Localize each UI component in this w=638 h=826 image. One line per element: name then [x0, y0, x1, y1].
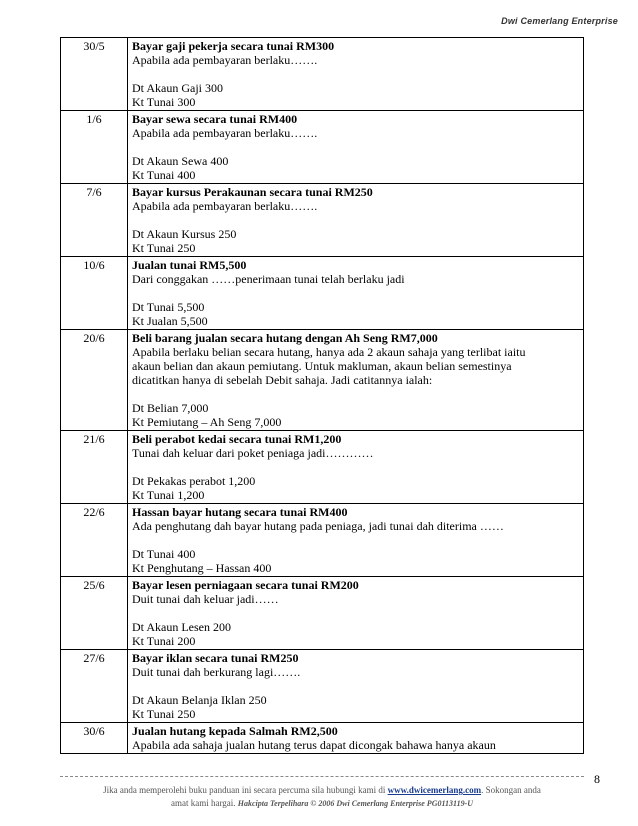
- transaction-title: Bayar kursus Perakaunan secara tunai RM250: [132, 185, 373, 199]
- debit-entry: Dt Akaun Sewa 400: [132, 154, 229, 168]
- journal-row: [61, 184, 584, 257]
- entry-description: [128, 723, 584, 754]
- page-number: 8: [594, 772, 600, 786]
- explanation-text: Duit tunai dah keluar jadi……: [132, 592, 279, 606]
- entry-date: 21/6: [61, 431, 128, 504]
- explanation-text: Dari conggakan ……penerimaan tunai telah berlaku jadi: [132, 272, 405, 286]
- credit-entry: Kt Tunai 400: [132, 168, 196, 182]
- entry-description: [128, 38, 584, 111]
- debit-entry: Dt Pekakas perabot 1,200: [132, 474, 256, 488]
- entry-description: [128, 504, 584, 577]
- debit-entry: Dt Akaun Gaji 300: [132, 81, 223, 95]
- explanation-text: Apabila ada pembayaran berlaku…….: [132, 126, 318, 140]
- footer-line1: Jika anda memperolehi buku panduan ini secara percuma sila hubungi kami di: [103, 785, 386, 795]
- debit-entry: Dt Tunai 400: [132, 547, 196, 561]
- entry-description: [128, 111, 584, 184]
- explanation-text: akaun belian dan akaun pemiutang. Untuk makluman, akaun belian semestinya: [132, 359, 512, 373]
- transaction-title: Bayar sewa secara tunai RM400: [132, 112, 298, 126]
- explanation-text: Apabila ada pembayaran berlaku…….: [132, 199, 318, 213]
- footer: [60, 784, 584, 810]
- journal-row: [61, 723, 584, 754]
- entry-date: 27/6: [61, 650, 128, 723]
- copyright-credit: Hakcipta Terpelihara © 2006 Dwi Cemerlang Enterprise PG0113119-U: [237, 799, 474, 808]
- explanation-text: Ada penghutang dah bayar hutang pada peniaga, jadi tunai dah diterima ……: [132, 519, 504, 533]
- journal-row: [61, 431, 584, 504]
- entry-description: [128, 650, 584, 723]
- entry-description: [128, 184, 584, 257]
- explanation-text: Tunai dah keluar dari poket peniaga jadi…………: [132, 446, 374, 460]
- footer-line1-tail: . Sokongan anda: [481, 785, 541, 795]
- credit-entry: Kt Jualan 5,500: [132, 314, 208, 328]
- entry-description: [128, 330, 584, 431]
- footer-line2: amat kami hargai.: [170, 798, 236, 808]
- header-brand: Dwi Cemerlang Enterprise: [501, 16, 618, 26]
- debit-entry: Dt Tunai 5,500: [132, 300, 205, 314]
- debit-entry: Dt Belian 7,000: [132, 401, 209, 415]
- journal-row: [61, 650, 584, 723]
- explanation-text: Apabila berlaku belian secara hutang, hanya ada 2 akaun sahaja yang terlibat iaitu: [132, 345, 526, 359]
- debit-entry: Dt Akaun Belanja Iklan 250: [132, 693, 267, 707]
- transaction-title: Beli barang jualan secara hutang dengan Ah Seng RM7,000: [132, 331, 438, 345]
- entry-date: 1/6: [61, 111, 128, 184]
- entry-description: [128, 257, 584, 330]
- website-link[interactable]: www.dwicemerlang.com: [387, 785, 482, 795]
- journal-row: [61, 577, 584, 650]
- debit-entry: Dt Akaun Kursus 250: [132, 227, 237, 241]
- transaction-title: Bayar lesen perniagaan secara tunai RM200: [132, 578, 359, 592]
- explanation-text: Apabila ada pembayaran berlaku…….: [132, 53, 318, 67]
- transaction-title: Jualan tunai RM5,500: [132, 258, 247, 272]
- credit-entry: Kt Tunai 200: [132, 634, 196, 648]
- credit-entry: Kt Tunai 250: [132, 241, 196, 255]
- debit-entry: Dt Akaun Lesen 200: [132, 620, 231, 634]
- explanation-text: Apabila ada sahaja jualan hutang terus dapat dicongak bahawa hanya akaun: [132, 738, 496, 752]
- entry-date: 30/5: [61, 38, 128, 111]
- explanation-text: Duit tunai dah berkurang lagi…….: [132, 665, 301, 679]
- journal-row: [61, 330, 584, 431]
- credit-entry: Kt Penghutang – Hassan 400: [132, 561, 272, 575]
- credit-entry: Kt Pemiutang – Ah Seng 7,000: [132, 415, 282, 429]
- entry-date: 7/6: [61, 184, 128, 257]
- entry-description: [128, 577, 584, 650]
- footer-divider: [60, 776, 584, 777]
- journal-row: [61, 257, 584, 330]
- explanation-text: dicatitkan hanya di sebelah Debit sahaja. Jadi catitannya ialah:: [132, 373, 433, 387]
- journal-table: [60, 37, 584, 754]
- transaction-title: Bayar iklan secara tunai RM250: [132, 651, 299, 665]
- entry-date: 20/6: [61, 330, 128, 431]
- entry-date: 30/6: [61, 723, 128, 754]
- transaction-title: Beli perabot kedai secara tunai RM1,200: [132, 432, 342, 446]
- credit-entry: Kt Tunai 250: [132, 707, 196, 721]
- entry-date: 25/6: [61, 577, 128, 650]
- journal-row: [61, 111, 584, 184]
- entry-date: 22/6: [61, 504, 128, 577]
- entry-description: [128, 431, 584, 504]
- credit-entry: Kt Tunai 300: [132, 95, 196, 109]
- journal-row: [61, 504, 584, 577]
- journal-row: [61, 38, 584, 111]
- transaction-title: Bayar gaji pekerja secara tunai RM300: [132, 39, 335, 53]
- credit-entry: Kt Tunai 1,200: [132, 488, 205, 502]
- transaction-title: Jualan hutang kepada Salmah RM2,500: [132, 724, 338, 738]
- entry-date: 10/6: [61, 257, 128, 330]
- transaction-title: Hassan bayar hutang secara tunai RM400: [132, 505, 348, 519]
